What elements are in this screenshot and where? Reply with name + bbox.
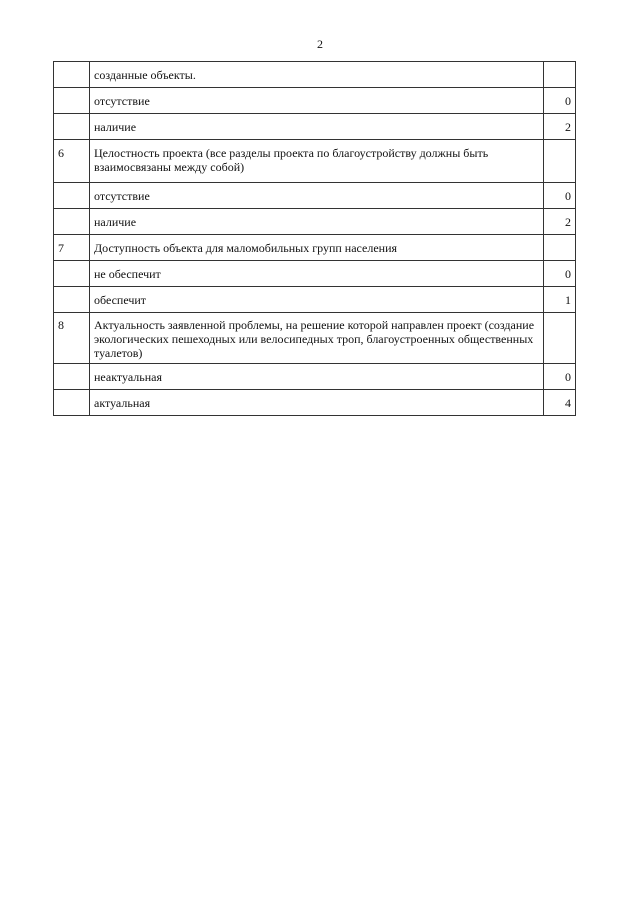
score-cell [544,140,576,183]
criterion-cell [90,235,544,261]
score-value: 2 [565,215,571,229]
criterion-text: отсутствие [94,94,150,108]
criterion-text: отсутствие [94,189,150,203]
row-number [58,62,85,68]
table-row [54,140,576,183]
page-number: 2 [317,37,323,51]
criterion-text: Актуальность заявленной проблемы, на решение которой направлен проект (создание экологических пешеходных или велосипедных троп, благоустроенных общественных туалетов) [94,318,535,360]
criterion-text: неактуальная [94,370,162,384]
table-row [54,235,576,261]
score-value: 0 [565,370,571,384]
row-number-cell [54,62,90,88]
score-cell [544,183,576,209]
row-number-cell [54,114,90,140]
criterion-cell [90,114,544,140]
score-cell [544,287,576,313]
criterion-cell [90,390,544,416]
row-number [58,261,85,267]
criterion-text: актуальная [94,396,151,410]
score-value [548,313,571,318]
row-number [58,114,85,120]
criterion-cell [90,261,544,287]
criterion-cell [90,364,544,390]
score-value [548,62,571,68]
criterion-cell [90,209,544,235]
table-row [54,313,576,364]
criterion-text: обеспечит [94,293,147,307]
row-number [58,88,85,94]
table-row [54,114,576,140]
score-value: 2 [565,120,571,134]
row-number-cell [54,364,90,390]
criterion-text: Доступность объекта для маломобильных групп населения [94,241,398,255]
score-value: 0 [565,189,571,203]
row-number [58,209,85,215]
criterion-cell [90,183,544,209]
table-row [54,209,576,235]
table-row [54,62,576,88]
row-number: 7 [58,241,64,255]
criterion-text: наличие [94,120,137,134]
score-cell [544,313,576,364]
row-number [58,364,85,370]
criterion-cell [90,313,544,364]
criterion-cell [90,287,544,313]
score-cell [544,235,576,261]
row-number-cell [54,313,90,364]
score-cell [544,62,576,88]
score-cell [544,261,576,287]
row-number-cell [54,390,90,416]
criteria-table [53,61,576,416]
row-number-cell [54,183,90,209]
row-number: 6 [58,146,64,160]
row-number-cell [54,235,90,261]
table-row [54,390,576,416]
row-number-cell [54,88,90,114]
row-number-cell [54,209,90,235]
score-value: 0 [565,94,571,108]
score-cell [544,390,576,416]
criterion-text: наличие [94,215,137,229]
score-value [548,235,571,241]
table-row [54,261,576,287]
criterion-text: Целостность проекта (все разделы проекта по благоустройству должны быть взаимосвязаны между собой) [94,146,489,174]
table-row [54,287,576,313]
score-value: 0 [565,267,571,281]
criterion-text: не обеспечит [94,267,161,281]
score-cell [544,88,576,114]
row-number-cell [54,287,90,313]
score-cell [544,209,576,235]
score-value: 1 [565,293,571,307]
score-cell [544,364,576,390]
row-number: 8 [58,318,64,332]
table-row [54,88,576,114]
row-number [58,390,85,396]
table-row [54,183,576,209]
row-number [58,287,85,293]
criterion-cell [90,140,544,183]
table-row [54,364,576,390]
score-value: 4 [565,396,571,410]
criterion-text: созданные объекты. [94,68,196,82]
criterion-cell [90,88,544,114]
score-value [548,140,571,146]
score-cell [544,114,576,140]
row-number-cell [54,140,90,183]
row-number-cell [54,261,90,287]
criterion-cell [90,62,544,88]
row-number [58,183,85,189]
